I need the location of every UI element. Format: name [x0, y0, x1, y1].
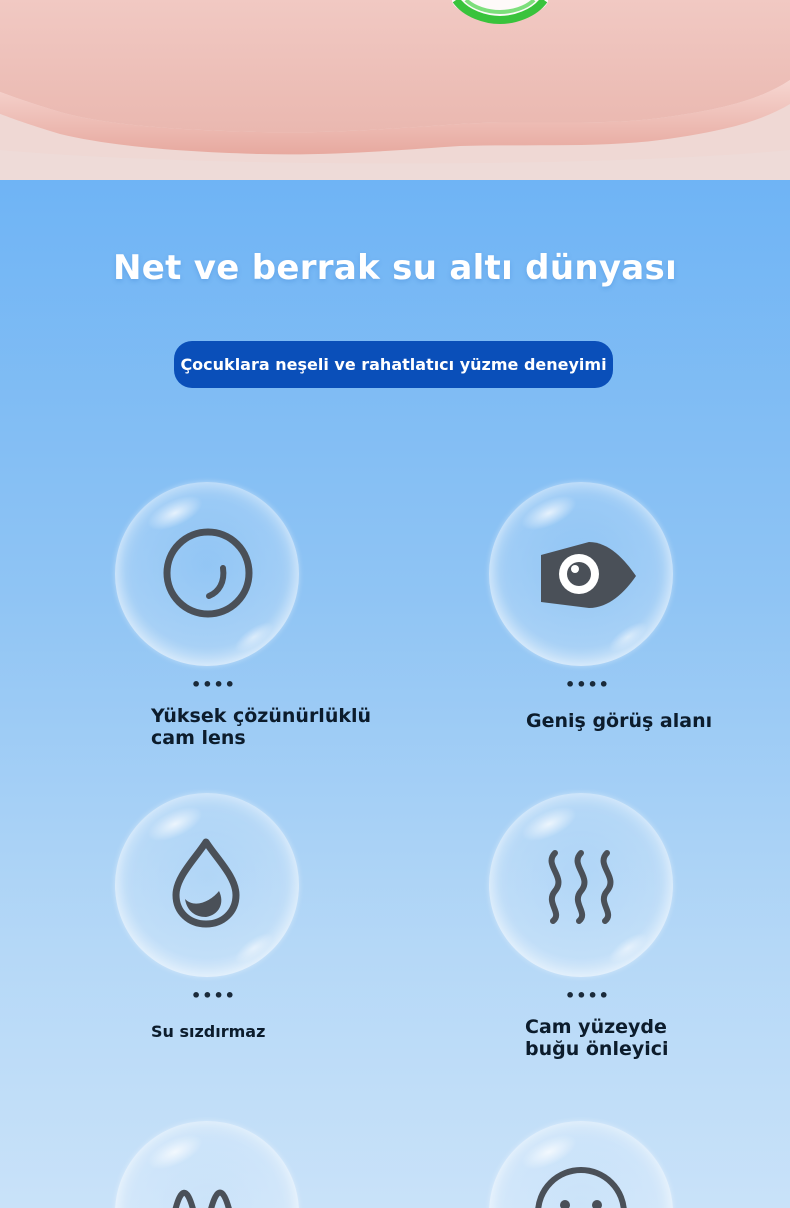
feature-bubble-lens	[115, 482, 299, 666]
dots-decoration: ••••	[191, 986, 236, 1005]
lens-icon	[115, 482, 299, 666]
feature-label-antifog	[525, 1016, 669, 1060]
feature-bubble-eye	[489, 482, 673, 666]
wave-icon	[115, 1121, 299, 1208]
feature-label-line: cam lens	[151, 727, 246, 749]
water-drop-icon	[115, 793, 299, 977]
feature-bubble-smiley	[489, 1121, 673, 1208]
feature-label-eye: Geniş görüş alanı	[526, 710, 713, 732]
eye-icon	[489, 482, 673, 666]
dots-decoration: ••••	[565, 675, 610, 694]
subtitle-pill	[174, 341, 613, 388]
subtitle-text: Çocuklara neşeli ve rahatlatıcı yüzme deneyimi	[180, 355, 607, 374]
feature-label-water: Su sızdırmaz	[151, 1022, 266, 1041]
dots-decoration: ••••	[565, 986, 610, 1005]
pink-cushion-illustration	[0, 0, 790, 180]
product-photo-top	[0, 0, 790, 180]
feature-label-line: Yüksek çözünürlüklü	[151, 705, 372, 727]
feature-label-line: buğu önleyici	[525, 1038, 669, 1060]
feature-section	[0, 180, 790, 1208]
steam-icon	[489, 793, 673, 977]
feature-bubble-antifog	[489, 793, 673, 977]
feature-bubble-wave	[115, 1121, 299, 1208]
smiley-icon	[489, 1121, 673, 1208]
dots-decoration: ••••	[191, 675, 236, 694]
feature-label-lens	[151, 705, 371, 749]
section-headline: Net ve berrak su altı dünyası	[112, 248, 678, 288]
feature-label-line: Cam yüzeyde	[525, 1016, 667, 1038]
feature-bubble-water	[115, 793, 299, 977]
